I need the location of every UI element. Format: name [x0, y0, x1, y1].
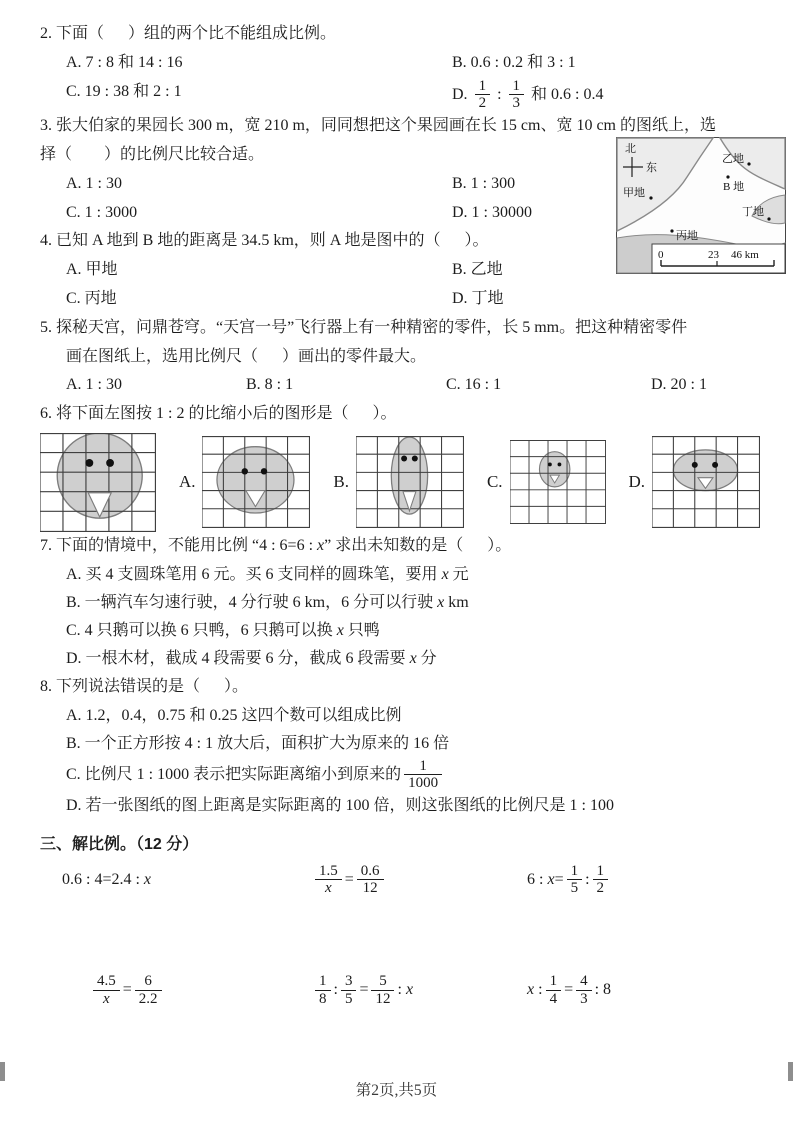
- equation-1: [62, 861, 312, 899]
- q7-stem-text: 7. 下面的情境中，不能用比例 “4 : 6=6 :: [40, 536, 318, 554]
- map-dot-ding: [767, 217, 770, 220]
- solve-row-2: [40, 971, 773, 1009]
- question-6: [40, 400, 773, 532]
- q8-option-a: A. 1.2，0.4，0.75 和 0.25 这四个数可以组成比例: [66, 706, 402, 724]
- equation-3: [527, 861, 773, 899]
- fraction-numerator: 1.5: [315, 863, 342, 881]
- map-label-north: 北: [625, 143, 636, 155]
- figure-option-a-grid: [202, 436, 310, 528]
- map-label-yi: 乙地: [722, 153, 744, 165]
- fraction-denominator: 5: [570, 880, 579, 897]
- q7-option-c-text-2: 只鸭: [343, 621, 380, 639]
- question-7: [40, 532, 773, 673]
- q2-option-d: [452, 78, 773, 113]
- q6-label-c: C.: [486, 472, 503, 492]
- variable-x: x: [143, 870, 152, 888]
- q2-option-b: B. 0.6 : 0.2 和 3 : 1: [452, 53, 576, 71]
- map-scale-46km: 46 km: [731, 249, 759, 261]
- figure-option-d-grid: [652, 436, 760, 528]
- q2-option-a: A. 7 : 8 和 14 : 16: [66, 53, 183, 71]
- equation-1-text: 0.6 : 4=2.4 :: [62, 870, 144, 888]
- solve-row-1: [40, 861, 773, 899]
- q7-stem-text-2: ” 求出未知数的是（ ）。: [324, 536, 512, 554]
- equals-sign: =: [359, 980, 369, 998]
- equals-sign: =: [554, 870, 564, 888]
- fraction-denominator: 3: [580, 990, 588, 1007]
- question-6-figures: [40, 433, 760, 532]
- q2-option-c: C. 19 : 38 和 2 : 1: [66, 82, 182, 100]
- fraction-numerator: 1: [315, 973, 331, 991]
- variable-x: x: [441, 565, 449, 583]
- variable-x: x: [547, 870, 555, 888]
- question-6-stem: 6. 将下面左图按 1 : 2 的比缩小后的图形是（ ）。: [40, 405, 397, 423]
- q8-option-c-text: C. 比例尺 1 : 1000 表示把实际距离缩小到原来的: [66, 765, 402, 783]
- fraction-numerator: 6: [135, 973, 162, 991]
- variable-x: x: [409, 649, 417, 667]
- equals-sign: =: [564, 980, 574, 998]
- question-8-stem: 8. 下列说法错误的是（ ）。: [40, 677, 249, 695]
- page-footer: 第2页,共5页: [355, 1082, 438, 1099]
- fraction: [567, 863, 583, 898]
- q7-option-a-text: A. 买 4 支圆珠笔用 6 元。买 6 支同样的圆珠笔，要用: [66, 565, 442, 583]
- q8-option-d: D. 若一张图纸的图上距离是实际距离的 100 倍，则这张图纸的比例尺是 1 : 100: [66, 797, 615, 815]
- fraction-denominator: 3: [512, 95, 521, 112]
- fraction-numerator: 1: [546, 973, 562, 991]
- question-8: [40, 673, 773, 820]
- map-label-ding: 丁地: [742, 206, 764, 218]
- map-label-b: B 地: [723, 181, 745, 193]
- q8-option-c: [40, 758, 773, 793]
- map-label-jia: 甲地: [623, 187, 645, 199]
- question-4-stem: 4. 已知 A 地到 B 地的距离是 34.5 km，则 A 地是图中的（ ）。: [40, 232, 489, 250]
- question-5-options: [40, 371, 773, 400]
- q5-option-a: A. 1 : 30: [66, 376, 122, 394]
- q4-option-c: C. 丙地: [66, 289, 117, 307]
- figure-option-c: [487, 440, 606, 524]
- map-label-east: 东: [646, 162, 657, 174]
- fraction-numerator: 4: [576, 973, 592, 991]
- q6-label-d: D.: [628, 472, 645, 492]
- question-3-stem-line2: 择（ ）的比例尺比较合适。: [40, 145, 265, 163]
- variable-x: x: [527, 980, 535, 998]
- fraction-denominator: 2: [478, 95, 487, 112]
- fraction-denominator: 4: [549, 990, 558, 1007]
- fraction-numerator: 5: [371, 973, 394, 991]
- fraction-numerator: 1: [475, 78, 491, 96]
- figure-option-b: [333, 436, 464, 528]
- q7-option-d-text-2: 分: [416, 649, 437, 667]
- ratio-colon: :: [333, 980, 338, 998]
- q4-option-d: D. 丁地: [452, 289, 504, 307]
- equation-4: [62, 971, 312, 1009]
- q2-option-d-suffix: 和 0.6 : 0.4: [531, 85, 604, 103]
- fraction: [509, 78, 525, 113]
- section-3: [40, 830, 773, 1009]
- fraction-denominator: 5: [344, 990, 353, 1007]
- q7-option-a-text-2: 元: [448, 565, 469, 583]
- q7-option-a: [40, 561, 773, 589]
- q5-option-d: D. 20 : 1: [651, 376, 707, 394]
- fraction-numerator: 1: [567, 863, 583, 881]
- q6-label-b: B.: [333, 472, 349, 492]
- fraction-denominator: 12: [362, 880, 378, 897]
- fraction-numerator: 1: [404, 758, 442, 776]
- fraction: [315, 973, 331, 1008]
- ratio-colon: :: [497, 85, 502, 103]
- figure-option-d: [628, 436, 760, 528]
- equation-6-text: 8: [603, 980, 612, 998]
- q7-option-b-text-2: km: [444, 593, 469, 611]
- figure-option-c-grid: [510, 440, 606, 524]
- variable-x: x: [317, 536, 325, 554]
- ratio-colon: :: [585, 870, 590, 888]
- map-dot-yi: [747, 162, 750, 165]
- q6-label-a: A.: [178, 472, 196, 492]
- fraction-numerator: 1: [509, 78, 525, 96]
- map-dot-b: [726, 175, 729, 178]
- section-3-title: 三、解比例。（12 分）: [40, 836, 199, 854]
- question-2-options: [40, 49, 773, 112]
- fraction-denominator: 2.2: [138, 990, 158, 1007]
- equation-5: [312, 971, 527, 1009]
- fraction: [593, 863, 609, 898]
- fraction: [371, 973, 394, 1008]
- fraction-denominator: x: [103, 990, 110, 1007]
- equals-sign: =: [344, 870, 354, 888]
- q5-option-b: B. 8 : 1: [246, 376, 294, 394]
- fraction: [135, 973, 162, 1008]
- q4-option-b: B. 乙地: [452, 261, 503, 279]
- figure-original-grid: [40, 433, 156, 532]
- q7-option-c: [40, 617, 773, 645]
- fraction: [315, 863, 342, 898]
- question-2-stem: 2. 下面（ ）组的两个比不能组成比例。: [40, 25, 337, 42]
- q2-option-d-prefix: D.: [452, 85, 468, 103]
- q3-option-a: A. 1 : 30: [66, 174, 122, 192]
- variable-x: x: [437, 593, 445, 611]
- fraction-numerator: 3: [341, 973, 357, 991]
- question-5: [40, 314, 773, 400]
- fraction-denominator: 1000: [408, 775, 439, 792]
- fraction: [357, 863, 384, 898]
- map-figure: [616, 137, 786, 274]
- q7-option-d: [40, 645, 773, 673]
- q5-option-c: C. 16 : 1: [446, 376, 502, 394]
- ratio-colon: :: [538, 980, 543, 998]
- map-scale-23: 23: [708, 249, 719, 261]
- fraction: [341, 973, 357, 1008]
- fraction: [475, 78, 491, 113]
- fraction-numerator: 0.6: [357, 863, 384, 881]
- fraction: [404, 758, 442, 793]
- map-dot-jia: [649, 196, 652, 199]
- equation-2: [312, 861, 527, 899]
- ratio-colon: :: [594, 980, 600, 998]
- variable-x: x: [405, 980, 414, 998]
- fraction-numerator: 1: [593, 863, 609, 881]
- equation-6: [527, 971, 773, 1009]
- q8-option-b: B. 一个正方形按 4 : 1 放大后，面积扩大为原来的 16 倍: [66, 734, 450, 752]
- ratio-colon: :: [397, 980, 402, 998]
- figure-option-a: [179, 436, 311, 528]
- fraction-denominator: x: [325, 880, 332, 897]
- q7-option-b-text: B. 一辆汽车匀速行驶，4 分行驶 6 km，6 分可以行驶: [66, 593, 438, 611]
- equals-sign: =: [122, 980, 132, 998]
- map-scale-bar: [652, 244, 785, 273]
- q7-option-d-text: D. 一根木材，截成 4 段需要 6 分，截成 6 段需要: [66, 649, 410, 667]
- fraction: [576, 973, 592, 1008]
- map-scale-0: 0: [658, 249, 664, 261]
- question-7-stem: [40, 532, 773, 561]
- fraction: [93, 973, 120, 1008]
- fraction-denominator: 12: [375, 990, 391, 1007]
- fraction-numerator: 4.5: [93, 973, 120, 991]
- equation-3-text: 6 :: [527, 870, 548, 888]
- fraction-denominator: 8: [319, 990, 327, 1007]
- question-5-stem-line2: 画在图纸上，选用比例尺（ ）画出的零件最大。: [66, 347, 427, 365]
- map-label-bing: 丙地: [676, 230, 698, 242]
- map-dot-bing: [670, 229, 673, 232]
- question-5-stem-line1: 5. 探秘天宫，问鼎苍穹。“天宫一号”飞行器上有一种精密的零件，长 5 mm。把这种精密零件: [40, 318, 688, 336]
- variable-x: x: [336, 621, 344, 639]
- fraction: [546, 973, 562, 1008]
- q3-option-b: B. 1 : 300: [452, 174, 516, 192]
- q3-option-d: D. 1 : 30000: [452, 203, 532, 221]
- q7-option-b: [40, 589, 773, 617]
- q3-option-c: C. 1 : 3000: [66, 203, 138, 221]
- q7-option-c-text: C. 4 只鹅可以换 6 只鸭，6 只鹅可以换: [66, 621, 337, 639]
- question-2: [40, 20, 773, 112]
- figure-option-b-grid: [356, 436, 464, 528]
- fraction-denominator: 2: [596, 880, 605, 897]
- q4-option-a: A. 甲地: [66, 261, 118, 279]
- question-3-stem-line1: 3. 张大伯家的果园长 300 m，宽 210 m，同同想把这个果园画在长 15 cm、宽 10 cm 的图纸上，选: [40, 117, 716, 135]
